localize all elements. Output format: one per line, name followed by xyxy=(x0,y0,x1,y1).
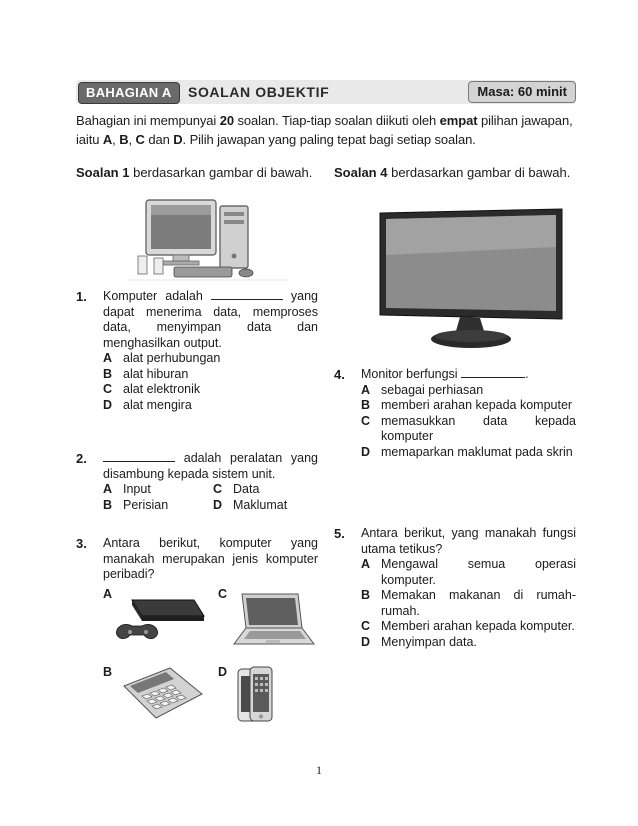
image-label-c: C xyxy=(218,587,228,601)
option-b: B memberi arahan kepada komputer xyxy=(361,398,573,412)
question-number: 4. xyxy=(334,367,345,382)
answer-blank xyxy=(211,299,283,300)
option-a: A alat perhubungan xyxy=(103,351,221,365)
question-number: 5. xyxy=(334,526,345,541)
question-text: Komputer adalah yang dapat menerima data, memproses data, menyimpan data dan menghasilkan output. xyxy=(103,289,318,350)
option-c: C Data xyxy=(213,482,260,496)
question-2 xyxy=(76,451,318,514)
time-badge: Masa: 60 minit xyxy=(468,81,576,103)
option-a: A Input xyxy=(103,482,151,496)
laptop-image xyxy=(232,592,316,650)
question-text: Antara berikut, yang manakah fungsi utama tetikus? xyxy=(361,526,576,556)
option-d: D alat mengira xyxy=(103,397,192,412)
question-3 xyxy=(76,536,318,583)
question-5 xyxy=(334,526,576,650)
answer-blank xyxy=(103,461,175,462)
calculator-image xyxy=(110,666,206,724)
option-b: B Memakan makanan di rumah-rumah. xyxy=(361,588,576,618)
question-4 xyxy=(334,367,576,460)
image-label-a: A xyxy=(103,587,113,601)
reference-q4: Soalan 4 berdasarkan gambar di bawah. xyxy=(334,165,571,180)
section-title: SOALAN OBJEKTIF xyxy=(188,84,330,100)
question-number: 1. xyxy=(76,289,87,304)
page-number: 1 xyxy=(316,763,322,777)
question-text: Monitor berfungsi . xyxy=(361,367,529,381)
section-badge: BAHAGIAN A xyxy=(78,82,180,104)
option-d: D memaparkan maklumat pada skrin xyxy=(361,444,573,459)
option-a: A Mengawal semua operasi komputer. xyxy=(361,557,576,587)
option-d: D Menyimpan data. xyxy=(361,634,477,649)
image-label-b: B xyxy=(103,665,113,679)
question-1 xyxy=(76,289,318,413)
instructions: Bahagian ini mempunyai 20 soalan. Tiap-tiap soalan diikuti oleh empat pilihan jawapan, iaitu A, B, C dan D. Pilih jawapan yang paling tepat bagi setiap soalan. xyxy=(76,113,573,147)
option-a: A sebagai perhiasan xyxy=(361,382,484,397)
game-console-image xyxy=(110,590,206,646)
question-text: adalah peralatan yang disambung kepada sistem unit. xyxy=(103,451,318,481)
reference-q1: Soalan 1 berdasarkan gambar di bawah. xyxy=(76,165,313,180)
question-number: 2. xyxy=(76,451,87,466)
monitor-image xyxy=(376,207,568,357)
option-c: C Memberi arahan kepada komputer. xyxy=(361,619,575,633)
option-b: B alat hiburan xyxy=(103,366,189,381)
option-b: B Perisian xyxy=(103,498,169,512)
question-number: 3. xyxy=(76,536,87,551)
option-c: C alat elektronik xyxy=(103,382,201,396)
question-text: Antara berikut, komputer yang manakah merupakan jenis komputer peribadi? xyxy=(103,536,318,581)
smartphone-image xyxy=(236,665,276,727)
option-c: C memasukkan data kepada komputer xyxy=(361,413,576,443)
desktop-computer-image xyxy=(128,198,288,282)
option-d: D Maklumat xyxy=(213,498,288,512)
image-label-d: D xyxy=(218,665,228,679)
answer-blank xyxy=(461,377,525,378)
